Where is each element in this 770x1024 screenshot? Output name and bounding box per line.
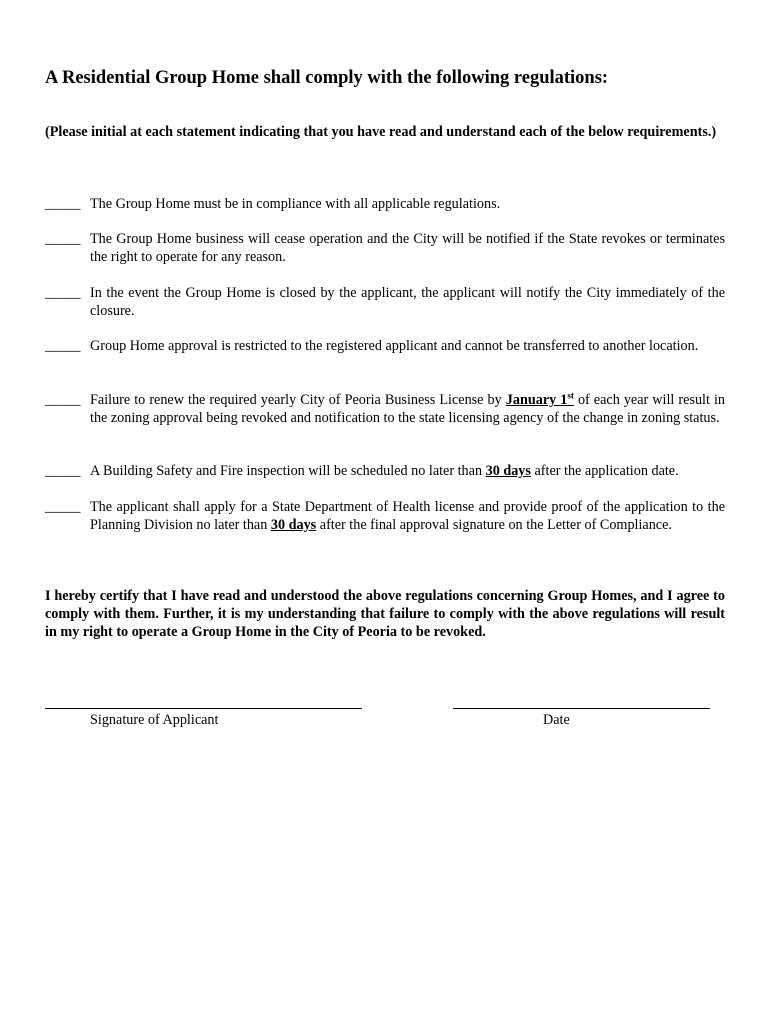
initial-blank[interactable]: _____ (45, 231, 81, 247)
deadline-emphasis: 30 days (270, 517, 317, 533)
text-part: The applicant shall apply for a State Department of Health license and provide proof of the application to the Planning Division no later than (90, 499, 725, 533)
date-line[interactable] (453, 708, 710, 709)
regulation-item (45, 391, 725, 427)
regulation-text: Group Home approval is restricted to the registered applicant and cannot be transferred to another location. (90, 338, 699, 354)
initial-blank[interactable]: _____ (45, 338, 81, 354)
deadline-emphasis (506, 392, 574, 408)
certification-statement: I hereby certify that I have read and understood the above regulations concerning Group Homes, and I agree to comply with them. Further, it is my understanding that failure to comply with the above regulations will result in my right to operate a Group Home in the City of Peoria to be revoked. (45, 588, 725, 640)
regulation-item (45, 230, 725, 266)
regulation-text: The Group Home business will cease operation and the City will be notified if the State revokes or terminates the right to operate for any reason. (90, 231, 725, 265)
text-part: A Building Safety and Fire inspection will be scheduled no later than (90, 463, 486, 479)
text-part: of each year will result in the zoning approval being revoked and notification to the state licensing agency of the change in zoning status. (90, 392, 726, 426)
regulation-item (45, 462, 725, 480)
deadline-date: January 1 (505, 392, 568, 408)
initial-blank[interactable]: _____ (45, 196, 81, 212)
signature-label: Signature of Applicant (90, 712, 219, 728)
deadline-emphasis: 30 days (485, 463, 531, 479)
regulation-text (90, 462, 725, 480)
regulation-text: The Group Home must be in compliance with all applicable regulations. (90, 196, 501, 212)
regulation-text (90, 498, 725, 534)
date-label: Date (543, 712, 570, 728)
text-part: Failure to renew the required yearly City of Peoria Business License by (90, 392, 506, 408)
text-part: after the final approval signature on the Letter of Compliance. (316, 517, 672, 533)
initial-blank[interactable]: _____ (45, 392, 81, 408)
regulation-item (45, 498, 725, 534)
text-part: after the application date. (530, 463, 679, 479)
initial-blank[interactable]: _____ (45, 463, 81, 479)
regulation-item (45, 195, 725, 213)
signature-line[interactable] (45, 708, 362, 709)
initial-blank[interactable]: _____ (45, 499, 81, 515)
regulation-item (45, 284, 725, 320)
instructions: (Please initial at each statement indicating that you have read and understand each of the below requirements.) (45, 124, 717, 140)
ordinal-suffix: st (567, 390, 574, 401)
regulation-text (90, 391, 725, 427)
regulation-item (45, 337, 725, 355)
regulation-text: In the event the Group Home is closed by the applicant, the applicant will notify the City immediately of the closure. (90, 285, 725, 319)
page-title: A Residential Group Home shall comply with the following regulations: (45, 68, 609, 88)
initial-blank[interactable]: _____ (45, 285, 81, 301)
